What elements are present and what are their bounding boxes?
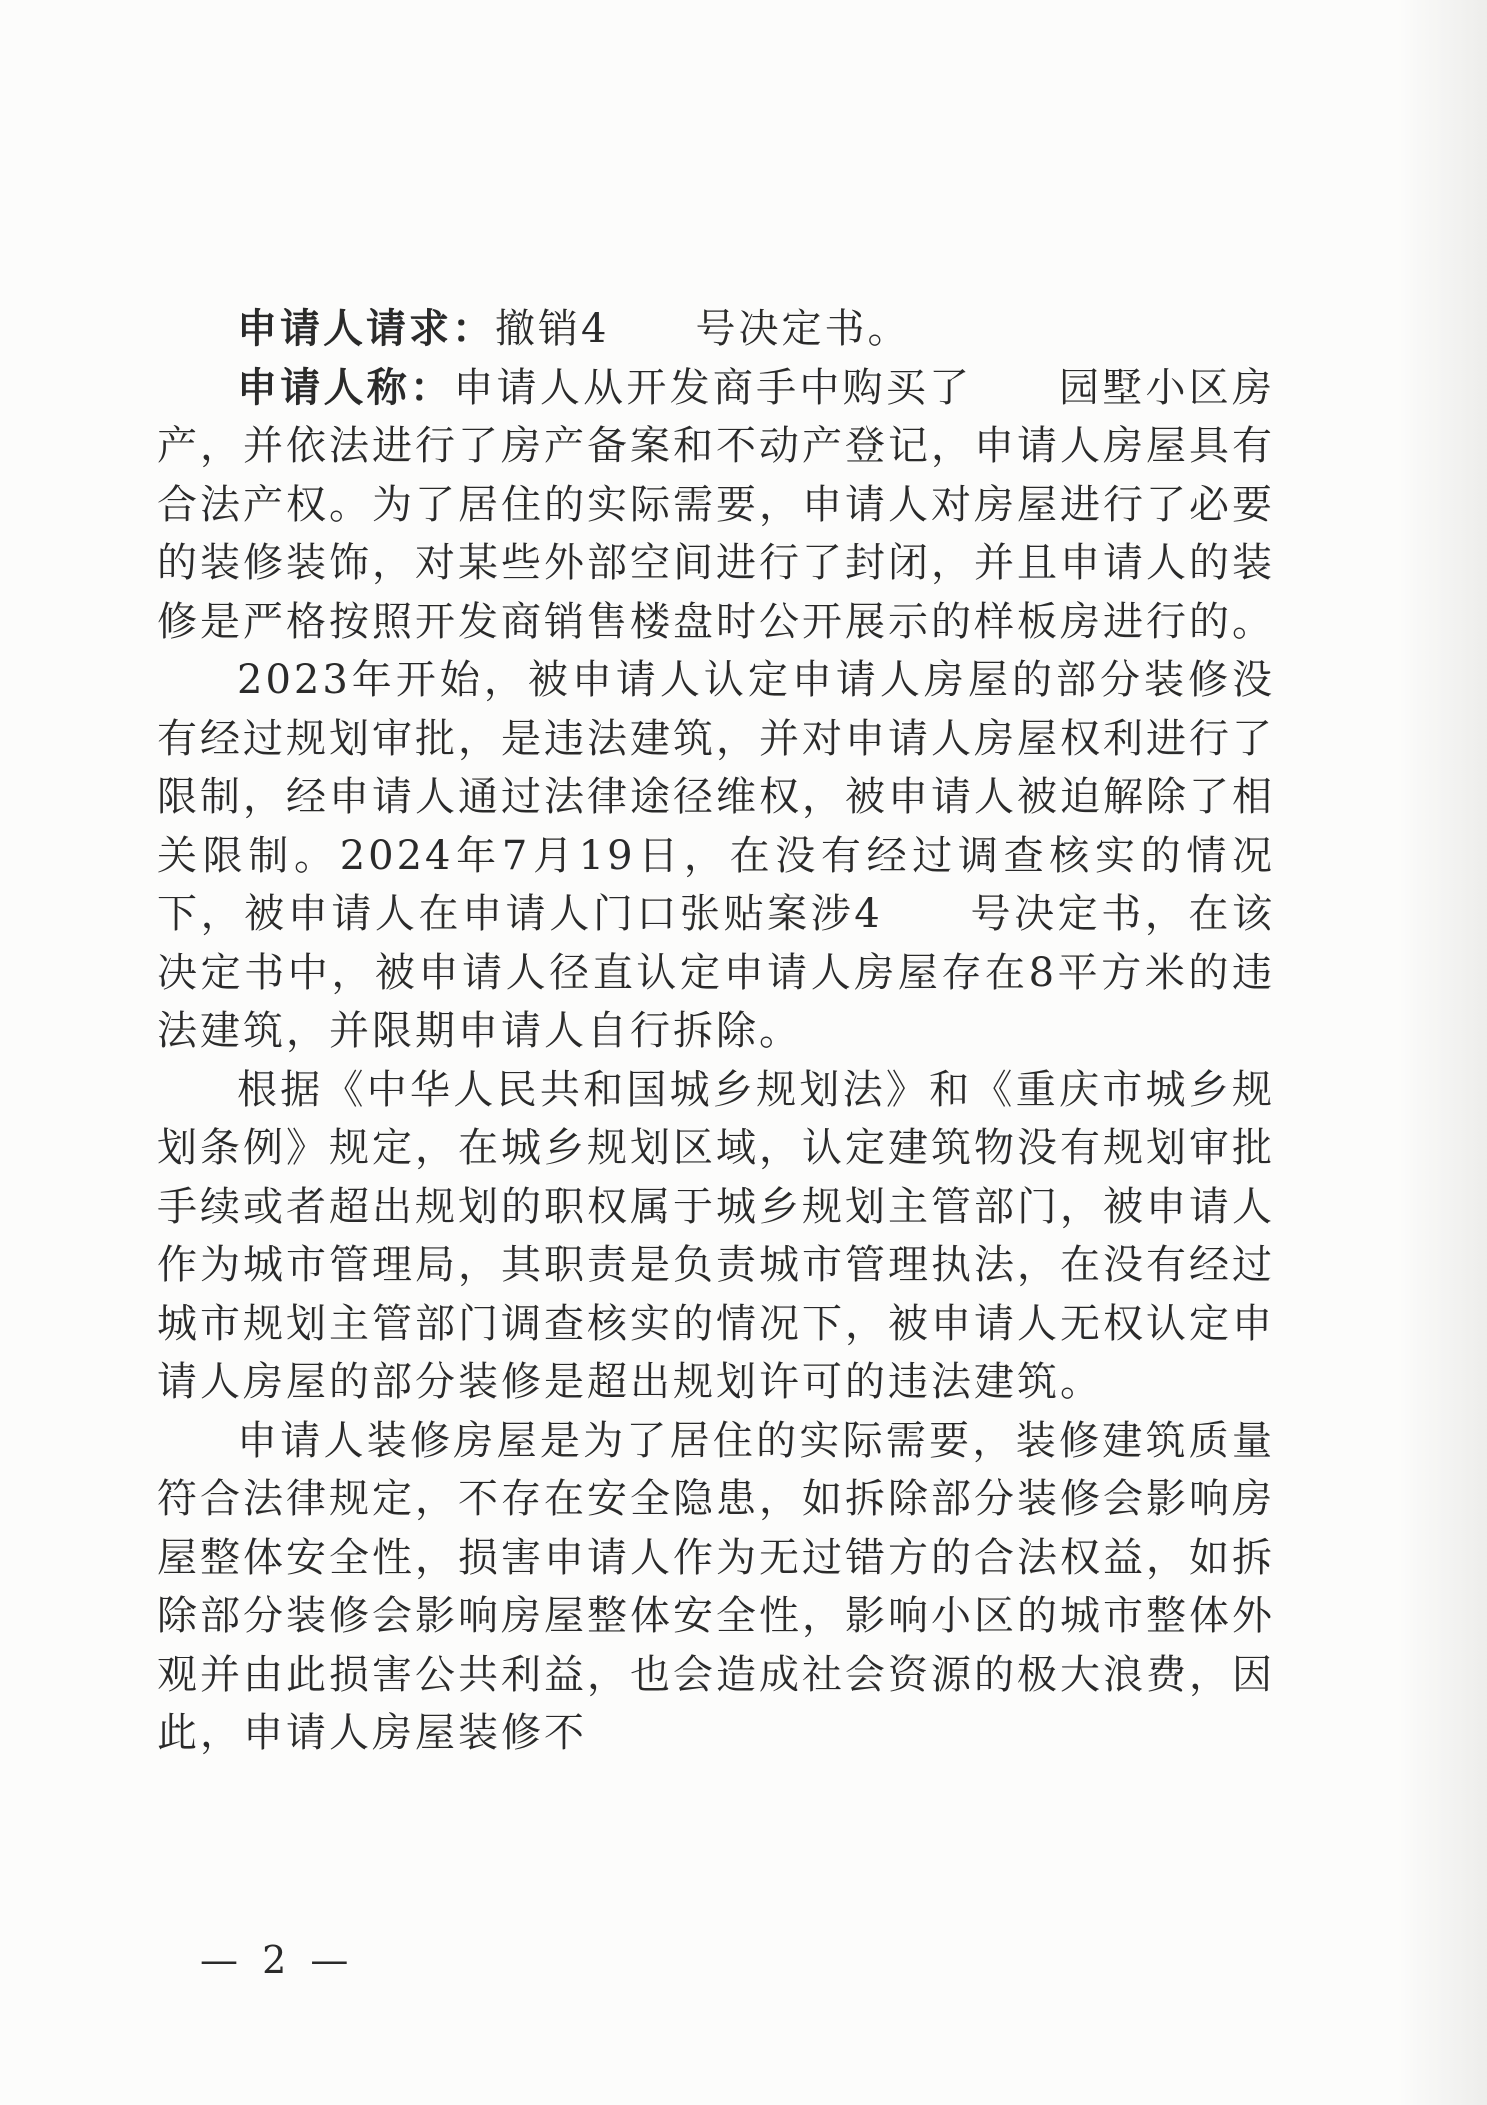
paragraph-request bbox=[157, 300, 1275, 359]
claim-text: 申请人从开发商手中购买了 园墅小区房产，并依法进行了房产备案和不动产登记，申请人房屋具有合法产权。为了居住的实际需要，申请人对房屋进行了必要的装修装饰，对某些外部空间进行了封闭，并且申请人的装修是严格按照开发商销售楼盘时公开展示的样板房进行的。 bbox=[157, 364, 1276, 645]
request-text: 撤销4 号决定书。 bbox=[495, 306, 911, 352]
paragraph-2023-text: 2023年开始，被申请人认定申请人房屋的部分装修没有经过规划审批，是违法建筑，并对申请人房屋权利进行了限制，经申请人通过法律途径维权，被申请人被迫解除了相关限制。2024年7月19日，在没有经过调查核实的情况下，被申请人在申请人门口张贴案涉4 号决定书，在该决定书中，被申请人径直认定申请人房屋存在8平方米的违法建筑，并限期申请人自行拆除。 bbox=[157, 657, 1275, 1054]
scan-edge-shadow bbox=[1397, 0, 1487, 2105]
paragraph-renovation bbox=[157, 1412, 1275, 1763]
renovation-text: 申请人装修房屋是为了居住的实际需要，装修建筑质量符合法律规定，不存在安全隐患，如拆除部分装修会影响房屋整体安全性，损害申请人作为无过错方的合法权益，如拆除部分装修会影响房屋整体安全性，影响小区的城市整体外观并由此损害公共利益，也会造成社会资源的极大浪费，因此，申请人房屋装修不 bbox=[157, 1417, 1275, 1756]
claim-heading: 申请人称： bbox=[237, 363, 454, 411]
paragraph-claim bbox=[157, 359, 1275, 652]
paragraph-2023 bbox=[157, 651, 1275, 1061]
legal-basis-text: 根据《中华人民共和国城乡规划法》和《重庆市城乡规划条例》规定，在城乡规划区域，认定建筑物没有规划审批手续或者超出规划的职权属于城乡规划主管部门，被申请人作为城市管理局，其职责是负责城市管理执法，在没有经过城市规划主管部门调查核实的情况下，被申请人无权认定申请人房屋的部分装修是超出规划许可的违法建筑。 bbox=[157, 1066, 1275, 1405]
document-body bbox=[157, 300, 1275, 1763]
paragraph-legal-basis bbox=[157, 1061, 1275, 1412]
request-heading: 申请人请求： bbox=[237, 305, 495, 352]
page-number: — 2 — bbox=[200, 1938, 355, 1982]
